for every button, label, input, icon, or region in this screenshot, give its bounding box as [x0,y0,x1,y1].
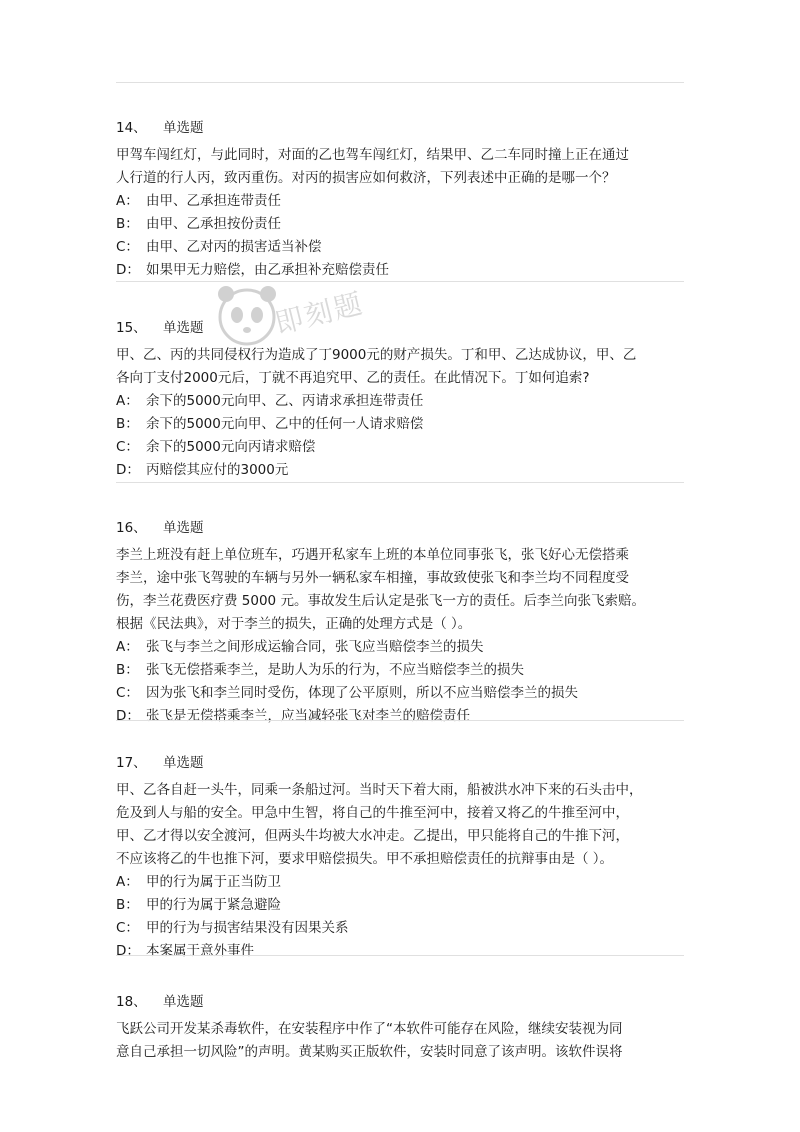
option-text: 由甲、乙承担按份责任 [146,216,281,232]
option-a [116,390,696,413]
watermark-text: 即刻题 [271,286,368,341]
option-b [116,213,696,236]
divider [116,482,684,483]
option-b [116,894,696,917]
option-a [116,190,696,213]
option-text: 甲的行为属于正当防卫 [146,874,281,890]
question-type: 单选题 [162,994,204,1010]
option-a [116,636,696,659]
question-number: 15、 [116,320,147,336]
divider [116,82,684,83]
question-stem: 甲、乙、丙的共同侵权行为造成了丁9000元的财产损失。丁和甲、乙达成协议，甲、乙 各向丁支付2000元后，丁就不再追究甲、乙的责任。在此情况下。丁如何追索? [116,347,637,386]
option-letter: A： [116,639,139,655]
option-text: 丙赔偿其应付的3000元 [146,462,289,478]
option-d [116,705,696,728]
option-c [116,917,696,940]
question-number: 14、 [116,120,147,136]
option-letter: B： [116,897,139,913]
option-d [116,259,696,282]
option-text: 张飞与李兰之间形成运输合同，张飞应当赔偿李兰的损失 [146,639,484,655]
question-stem: 甲、乙各自赶一头牛，同乘一条船过河。当时天下着大雨，船被洪水冲下来的石头击中， 危及到人与船的安全。甲急中生智，将自己的牛推至河中，接着又将乙的牛推至河中， 甲、乙才得以安全渡河，但两头牛均被大水冲走。乙提出，甲只能将自己的牛推下河， 不应该将乙的牛也推下河，要求甲赔偿损失。甲不承担赔偿责任的抗辩事由是（ ）。 [116,782,643,867]
question-stem: 李兰上班没有赶上单位班车，巧遇开私家车上班的本单位同事张飞，张飞好心无偿搭乘 李兰，途中张飞驾驶的车辆与另外一辆私家车相撞，事故致使张飞和李兰均不同程度受 伤，李兰花费医疗费 5000 元。事故发生后认定是张飞一方的责任。后李兰向张飞索赔。 根据《民法典》，对于李兰的损失，正确的处理方式是（ ）。 [116,547,645,632]
option-text: 甲的行为属于紧急避险 [146,897,281,913]
option-letter: B： [116,416,139,432]
option-text: 张飞无偿搭乘李兰，是助人为乐的行为，不应当赔偿李兰的损失 [146,662,524,678]
question-18 [116,992,696,1064]
option-letter: B： [116,216,139,232]
question-type: 单选题 [162,120,204,136]
question-type: 单选题 [162,755,204,771]
question-number: 16、 [116,520,147,536]
option-text: 由甲、乙对丙的损害适当补偿 [146,239,322,255]
option-letter: B： [116,662,139,678]
option-c [116,436,696,459]
question-15 [116,318,696,482]
divider [116,955,684,956]
option-letter: C： [116,920,139,936]
question-header [116,118,696,138]
divider [116,720,684,721]
question-14 [116,118,696,282]
option-letter: C： [116,239,139,255]
option-text: 余下的5000元向甲、乙中的任何一人请求赔偿 [146,416,424,432]
option-letter: C： [116,439,139,455]
question-header [116,318,696,338]
option-d [116,940,696,963]
question-header [116,753,696,773]
option-letter: A： [116,393,139,409]
option-d [116,459,696,482]
option-b [116,413,696,436]
option-letter: C： [116,685,139,701]
divider [116,281,684,282]
option-letter: D： [116,262,140,278]
option-text: 余下的5000元向丙请求赔偿 [146,439,316,455]
option-letter: D： [116,943,140,959]
option-text: 因为张飞和李兰同时受伤，体现了公平原则，所以不应当赔偿李兰的损失 [146,685,578,701]
option-text: 甲的行为与损害结果没有因果关系 [146,920,349,936]
question-16 [116,518,696,728]
question-number: 17、 [116,755,147,771]
question-stem: 甲驾车闯红灯，与此同时，对面的乙也驾车闯红灯，结果甲、乙二车同时撞上正在通过 人行道的行人丙，致丙重伤。对丙的损害应如何救济，下列表述中正确的是哪一个？ [116,147,629,186]
option-letter: A： [116,874,139,890]
option-letter: D： [116,708,140,724]
question-header [116,518,696,538]
option-letter: D： [116,462,140,478]
question-17 [116,753,696,963]
question-number: 18、 [116,994,147,1010]
question-stem: 飞跃公司开发某杀毒软件，在安装程序中作了“本软件可能存在风险，继续安装视为同 意自己承担一切风险”的声明。黄某购买正版软件，安装时同意了该声明。该软件误将 [116,1021,623,1060]
option-letter: A： [116,193,139,209]
option-c [116,236,696,259]
option-text: 由甲、乙承担连带责任 [146,193,281,209]
option-text: 余下的5000元向甲、乙、丙请求承担连带责任 [146,393,424,409]
option-text: 本案属于意外事件 [146,943,254,959]
option-a [116,871,696,894]
option-c [116,682,696,705]
question-type: 单选题 [162,520,204,536]
option-text: 张飞是无偿搭乘李兰，应当减轻张飞对李兰的赔偿责任 [146,708,470,724]
option-text: 如果甲无力赔偿，由乙承担补充赔偿责任 [146,262,389,278]
question-type: 单选题 [162,320,204,336]
question-header [116,992,696,1012]
option-b [116,659,696,682]
